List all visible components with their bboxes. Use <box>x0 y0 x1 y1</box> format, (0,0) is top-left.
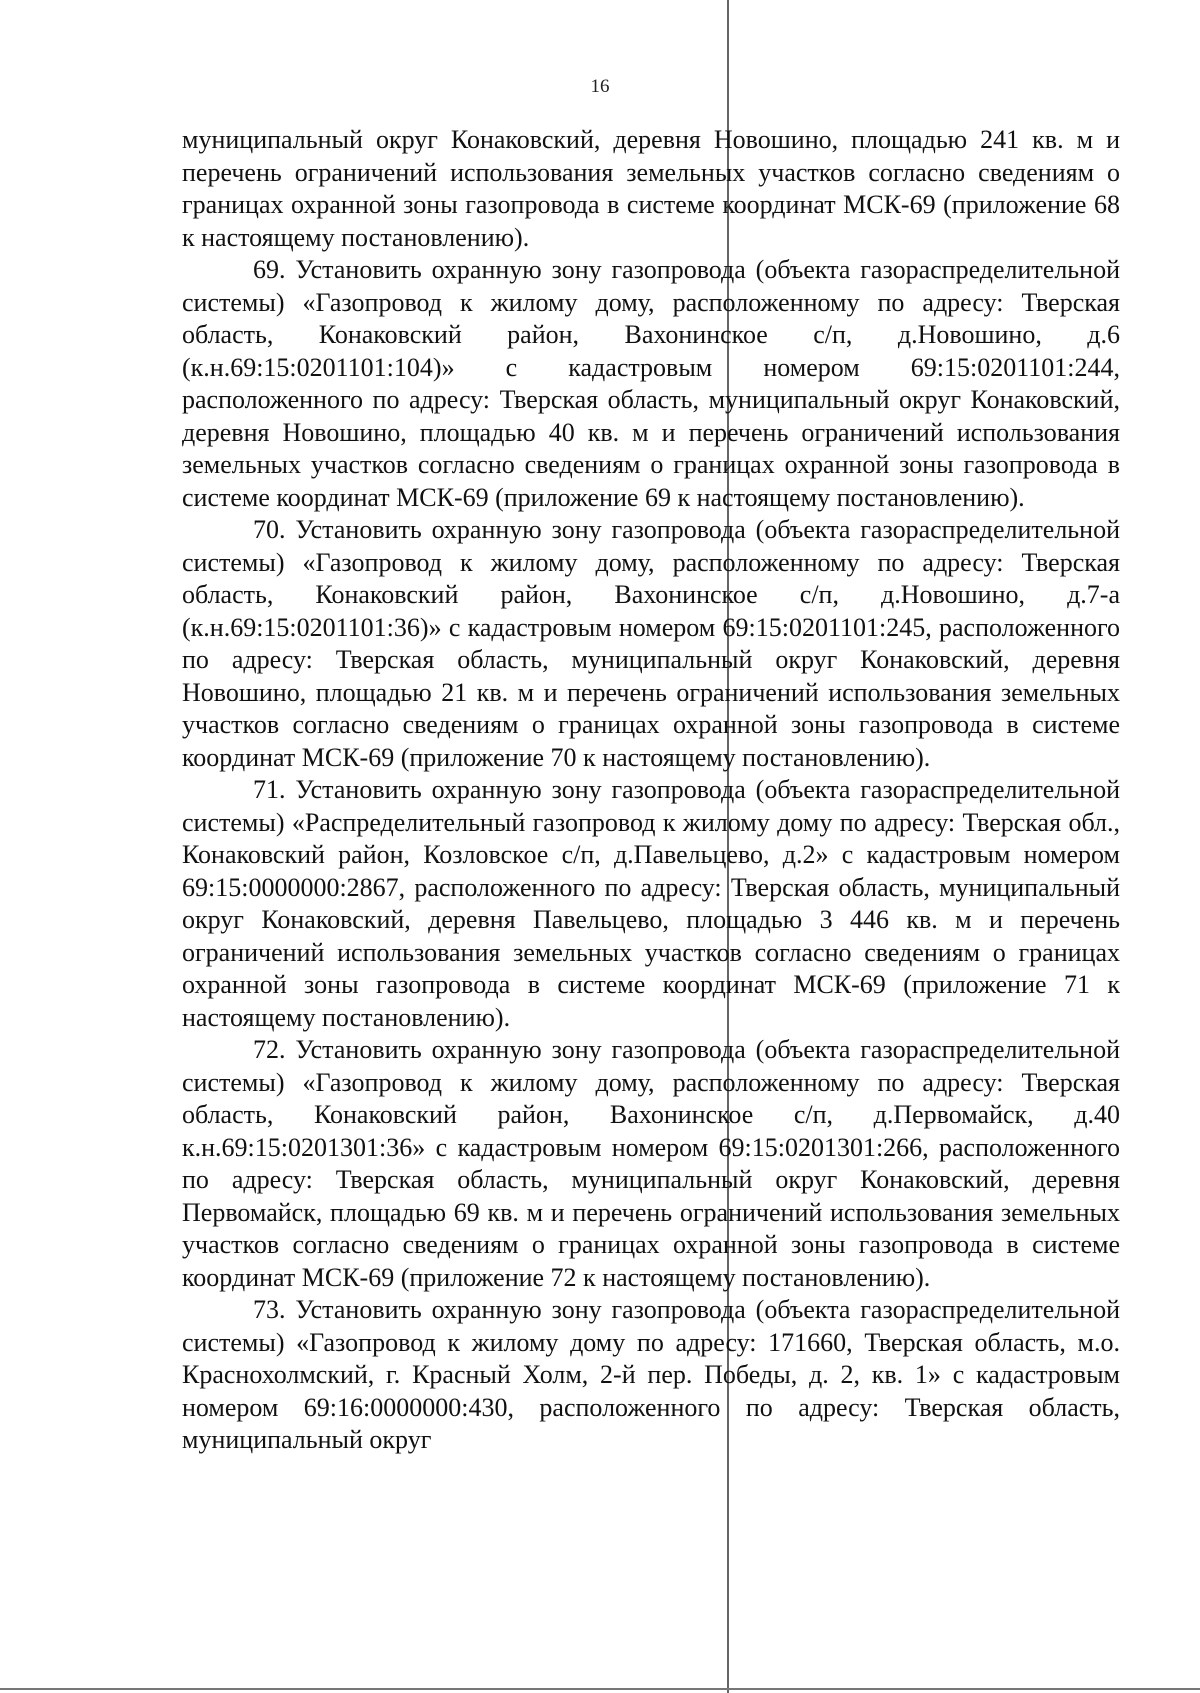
paragraph-72: 72. Установить охранную зону газопровода (объекта газораспределительной системы) «Газопровод к жилому дому, расположенному по адресу: Тверская область, Конаковский район, Вахонинское с/п, д.Первомайск, д.40 к.н.69:15:0201301:36» с кадастровым номером 69:15:0201301:266, расположенного по адресу: Тверская область, муниципальный округ Конаковский, деревня Первомайск, площадью 69 кв. м и перечень ограничений использования земельных участков согласно сведениям о границах охранной зоны газопровода в системе координат МСК-69 (приложение 72 к настоящему постановлению). <box>182 1035 1120 1292</box>
paragraph-69: 69. Установить охранную зону газопровода (объекта газораспределительной системы) «Газопровод к жилому дому, расположенному по адресу: Тверская область, Конаковский район, Вахонинское с/п, д.Новошино, д.6 (к.н.69:15:0201101:104)» с кадастровым номером 69:15:0201101:244, расположенного по адресу: Тверская область, муниципальный округ Конаковский, деревня Новошино, площадью 40 кв. м и перечень ограничений использования земельных участков согласно сведениям о границах охранной зоны газопровода в системе координат МСК-69 (приложение 69 к настоящему постановлению). <box>182 255 1120 512</box>
paragraph-73: 73. Установить охранную зону газопровода (объекта газораспределительной системы) «Газопровод к жилому дому по адресу: 171660, Тверская область, м.о. Краснохолмский, г. Красный Холм, 2-й пер. Победы, д. 2, кв. 1» с кадастровым номером 69:16:0000000:430, расположенного по адресу: Тверская область, муниципальный округ <box>182 1295 1120 1454</box>
document-body <box>182 124 1120 1457</box>
paragraph-70: 70. Установить охранную зону газопровода (объекта газораспределительной системы) «Газопровод к жилому дому, расположенному по адресу: Тверская область, Конаковский район, Вахонинское с/п, д.Новошино, д.7-а (к.н.69:15:0201101:36)» с кадастровым номером 69:15:0201101:245, расположенного по адресу: Тверская область, муниципальный округ Конаковский, деревня Новошино, площадью 21 кв. м и перечень ограничений использования земельных участков согласно сведениям о границах охранной зоны газопровода в системе координат МСК-69 (приложение 70 к настоящему постановлению). <box>182 515 1120 772</box>
page-number: 16 <box>590 76 610 97</box>
paragraph-71: 71. Установить охранную зону газопровода (объекта газораспределительной системы) «Распределительный газопровод к жилому дому по адресу: Тверская обл., Конаковский район, Козловское с/п, д.Павельцево, д.2» с кадастровым номером 69:15:0000000:2867, расположенного по адресу: Тверская область, муниципальный округ Конаковский, деревня Павельцево, площадью 3 446 кв. м и перечень ограничений использования земельных участков согласно сведениям о границах охранной зоны газопровода в системе координат МСК-69 (приложение 71 к настоящему постановлению). <box>182 775 1120 1032</box>
paragraph-68-continuation: муниципальный округ Конаковский, деревня Новошино, площадью 241 кв. м и перечень ограничений использования земельных участков согласно сведениям о границах охранной зоны газопровода в системе координат МСК-69 (приложение 68 к настоящему постановлению). <box>182 125 1120 252</box>
scan-page-edge <box>0 1688 1200 1690</box>
